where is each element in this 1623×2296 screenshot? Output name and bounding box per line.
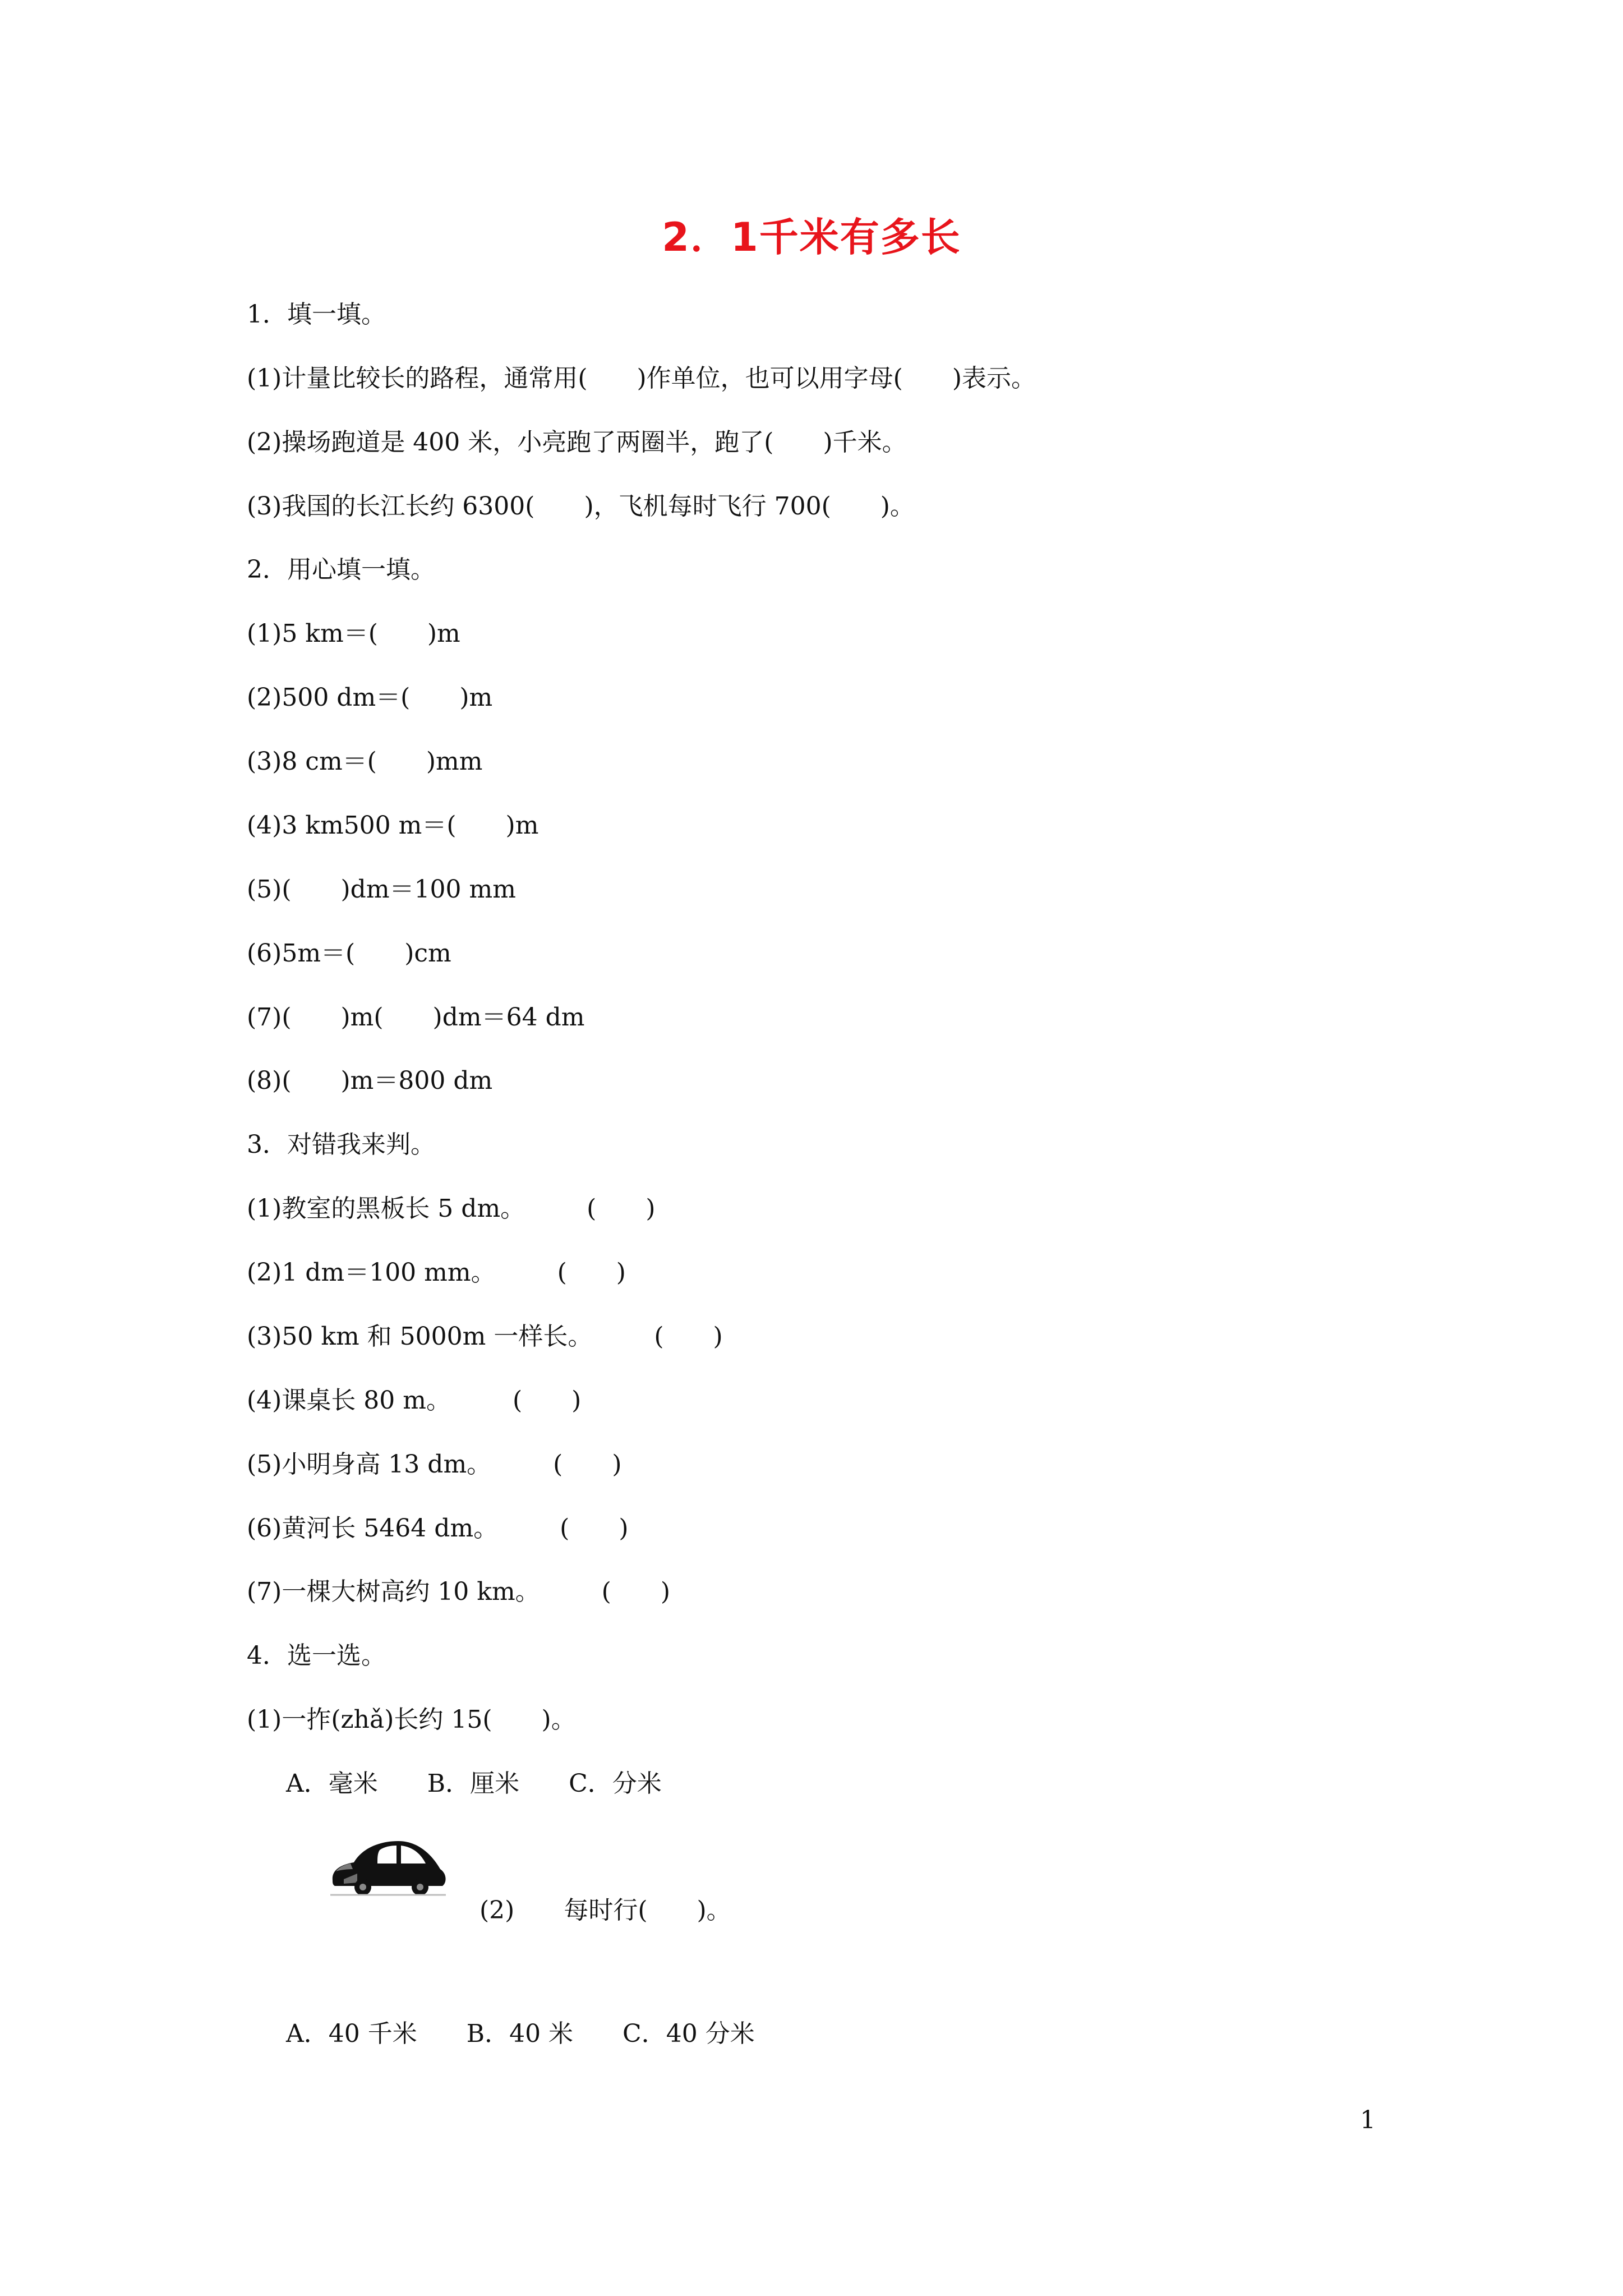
q4-item-2-options: A．40 千米 B．40 米 C．40 分米 bbox=[286, 2019, 755, 2048]
q3-item-1: (1)教室的黑板长 5 dm。 ( ) bbox=[247, 1194, 656, 1223]
q2-item-5: (5)( )dm＝100 mm bbox=[247, 875, 516, 904]
q2-heading: 2．用心填一填。 bbox=[247, 555, 435, 584]
q1-item-2: (2)操场跑道是 400 米，小亮跑了两圈半，跑了( )千米。 bbox=[247, 428, 907, 457]
page-number: 1 bbox=[1360, 2106, 1376, 2134]
q3-item-2: (2)1 dm＝100 mm。 ( ) bbox=[247, 1258, 626, 1287]
q2-item-6: (6)5m＝( )cm bbox=[247, 939, 451, 968]
q1-item-1: (1)计量比较长的路程，通常用( )作单位，也可以用字母( )表示。 bbox=[247, 364, 1036, 393]
page-title: 2．1千米有多长 bbox=[662, 214, 961, 260]
q3-item-6: (6)黄河长 5464 dm。 ( ) bbox=[247, 1514, 629, 1543]
car-icon bbox=[328, 1834, 449, 1902]
q2-item-7: (7)( )m( )dm＝64 dm bbox=[247, 1003, 585, 1032]
q3-item-3: (3)50 km 和 5000m 一样长。 ( ) bbox=[247, 1322, 723, 1351]
q4-item-1-options: A．毫米 B．厘米 C．分米 bbox=[286, 1769, 662, 1798]
q3-item-4: (4)课桌长 80 m。 ( ) bbox=[247, 1386, 582, 1415]
q2-item-4: (4)3 km500 m＝( )m bbox=[247, 811, 539, 840]
q3-item-5: (5)小明身高 13 dm。 ( ) bbox=[247, 1450, 622, 1479]
q2-item-3: (3)8 cm＝( )mm bbox=[247, 747, 483, 776]
q2-item-1: (1)5 km＝( )m bbox=[247, 619, 460, 648]
q1-heading: 1．填一填。 bbox=[247, 300, 386, 329]
q2-item-2: (2)500 dm＝( )m bbox=[247, 683, 493, 712]
q4-item-1: (1)一拃(zhǎ)长约 15( )。 bbox=[247, 1705, 576, 1734]
q1-item-3: (3)我国的长江长约 6300( )，飞机每时飞行 700( )。 bbox=[247, 492, 915, 521]
q2-item-8: (8)( )m＝800 dm bbox=[247, 1066, 493, 1095]
q4-heading: 4．选一选。 bbox=[247, 1641, 386, 1670]
q3-heading: 3．对错我来判。 bbox=[247, 1130, 435, 1159]
q3-item-7: (7)一棵大树高约 10 km。 ( ) bbox=[247, 1577, 671, 1606]
q4-item-2: (2) 每时行( )。 bbox=[479, 1896, 731, 1925]
